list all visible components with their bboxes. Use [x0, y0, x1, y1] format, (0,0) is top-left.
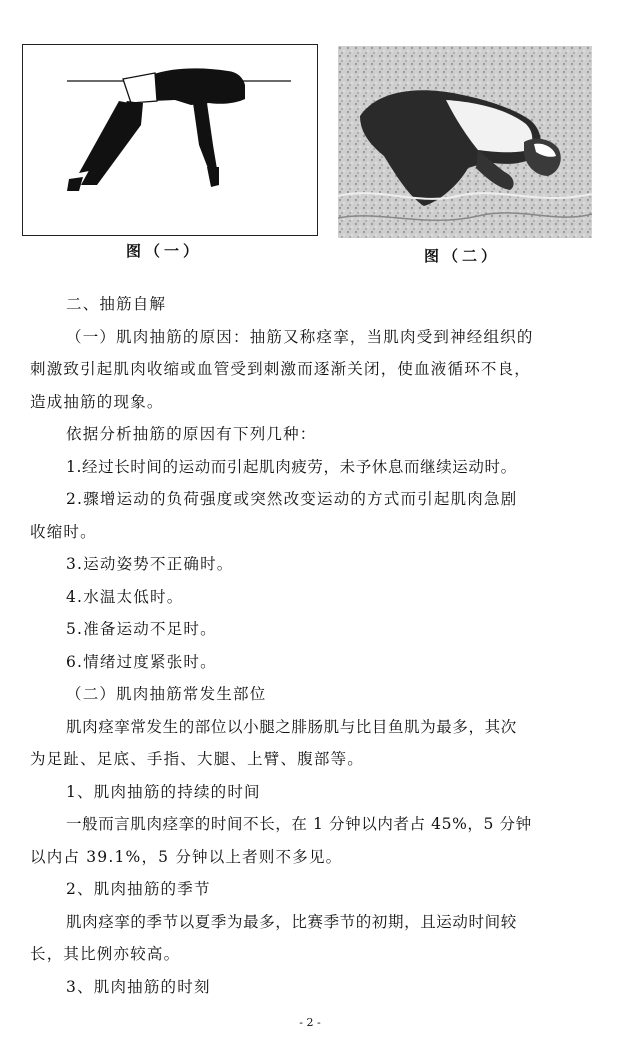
paragraph-3-line-2: 为足趾、足底、手指、大腿、上臂、腹部等。 — [30, 750, 365, 768]
figure-one-illustration — [22, 44, 318, 236]
list-item-4: 4.水温太低时。 — [66, 587, 184, 606]
heading-2: 2、肌肉抽筋的季节 — [66, 880, 211, 898]
section-title: 二、抽筋自解 — [66, 295, 167, 313]
paragraph-4-line-2: 以内占 39.1%，5 分钟以上者则不多见。 — [30, 847, 343, 866]
heading-1: 1、肌肉抽筋的持续的时间 — [66, 782, 261, 801]
figure-two-caption: 图（二） — [424, 247, 501, 265]
list-item-5: 5.准备运动不足时。 — [66, 620, 217, 638]
list-item-3: 3.运动姿势不正确时。 — [66, 555, 234, 573]
list-item-1: 1.经过长时间的运动而引起肌肉疲劳，未予休息而继续运动时。 — [66, 457, 517, 476]
paragraph-2: 依据分析抽筋的原因有下列几种： — [66, 425, 317, 443]
body-text — [30, 288, 600, 1003]
heading-3: 3、肌肉抽筋的时刻 — [66, 977, 211, 996]
paragraph-1-line-2: 刺激致引起肌肉收缩或血管受到刺激而逐渐关闭，使血液循环不良， — [30, 360, 532, 378]
paragraph-5-line-2: 长，其比例亦较高。 — [30, 945, 181, 963]
page-number: - 2 - — [299, 1016, 321, 1029]
paragraph-5-line-1: 肌肉痉挛的季节以夏季为最多，比赛季节的初期，且运动时间较 — [66, 912, 517, 931]
subsection-2-title: （二）肌肉抽筋常发生部位 — [66, 685, 267, 703]
figure-one-caption: 图（一） — [126, 242, 203, 260]
figure-two-photo — [338, 46, 592, 238]
list-item-6: 6.情绪过度紧张时。 — [66, 652, 217, 671]
paragraph-4-line-1: 一般而言肌肉痉挛的时间不长，在 1 分钟以内者占 45%，5 分钟 — [66, 815, 532, 833]
paragraph-1-line-1: （一）肌肉抽筋的原因：抽筋又称痉挛，当肌肉受到神经组织的 — [66, 327, 534, 346]
list-item-2-line-1: 2.骤增运动的负荷强度或突然改变运动的方式而引起肌肉急剧 — [66, 490, 518, 508]
list-item-2-line-2: 收缩时。 — [30, 522, 97, 541]
paragraph-3-line-1: 肌肉痉挛常发生的部位以小腿之腓肠肌与比目鱼肌为最多，其次 — [66, 717, 517, 736]
paragraph-1-line-3: 造成抽筋的现象。 — [30, 392, 164, 411]
